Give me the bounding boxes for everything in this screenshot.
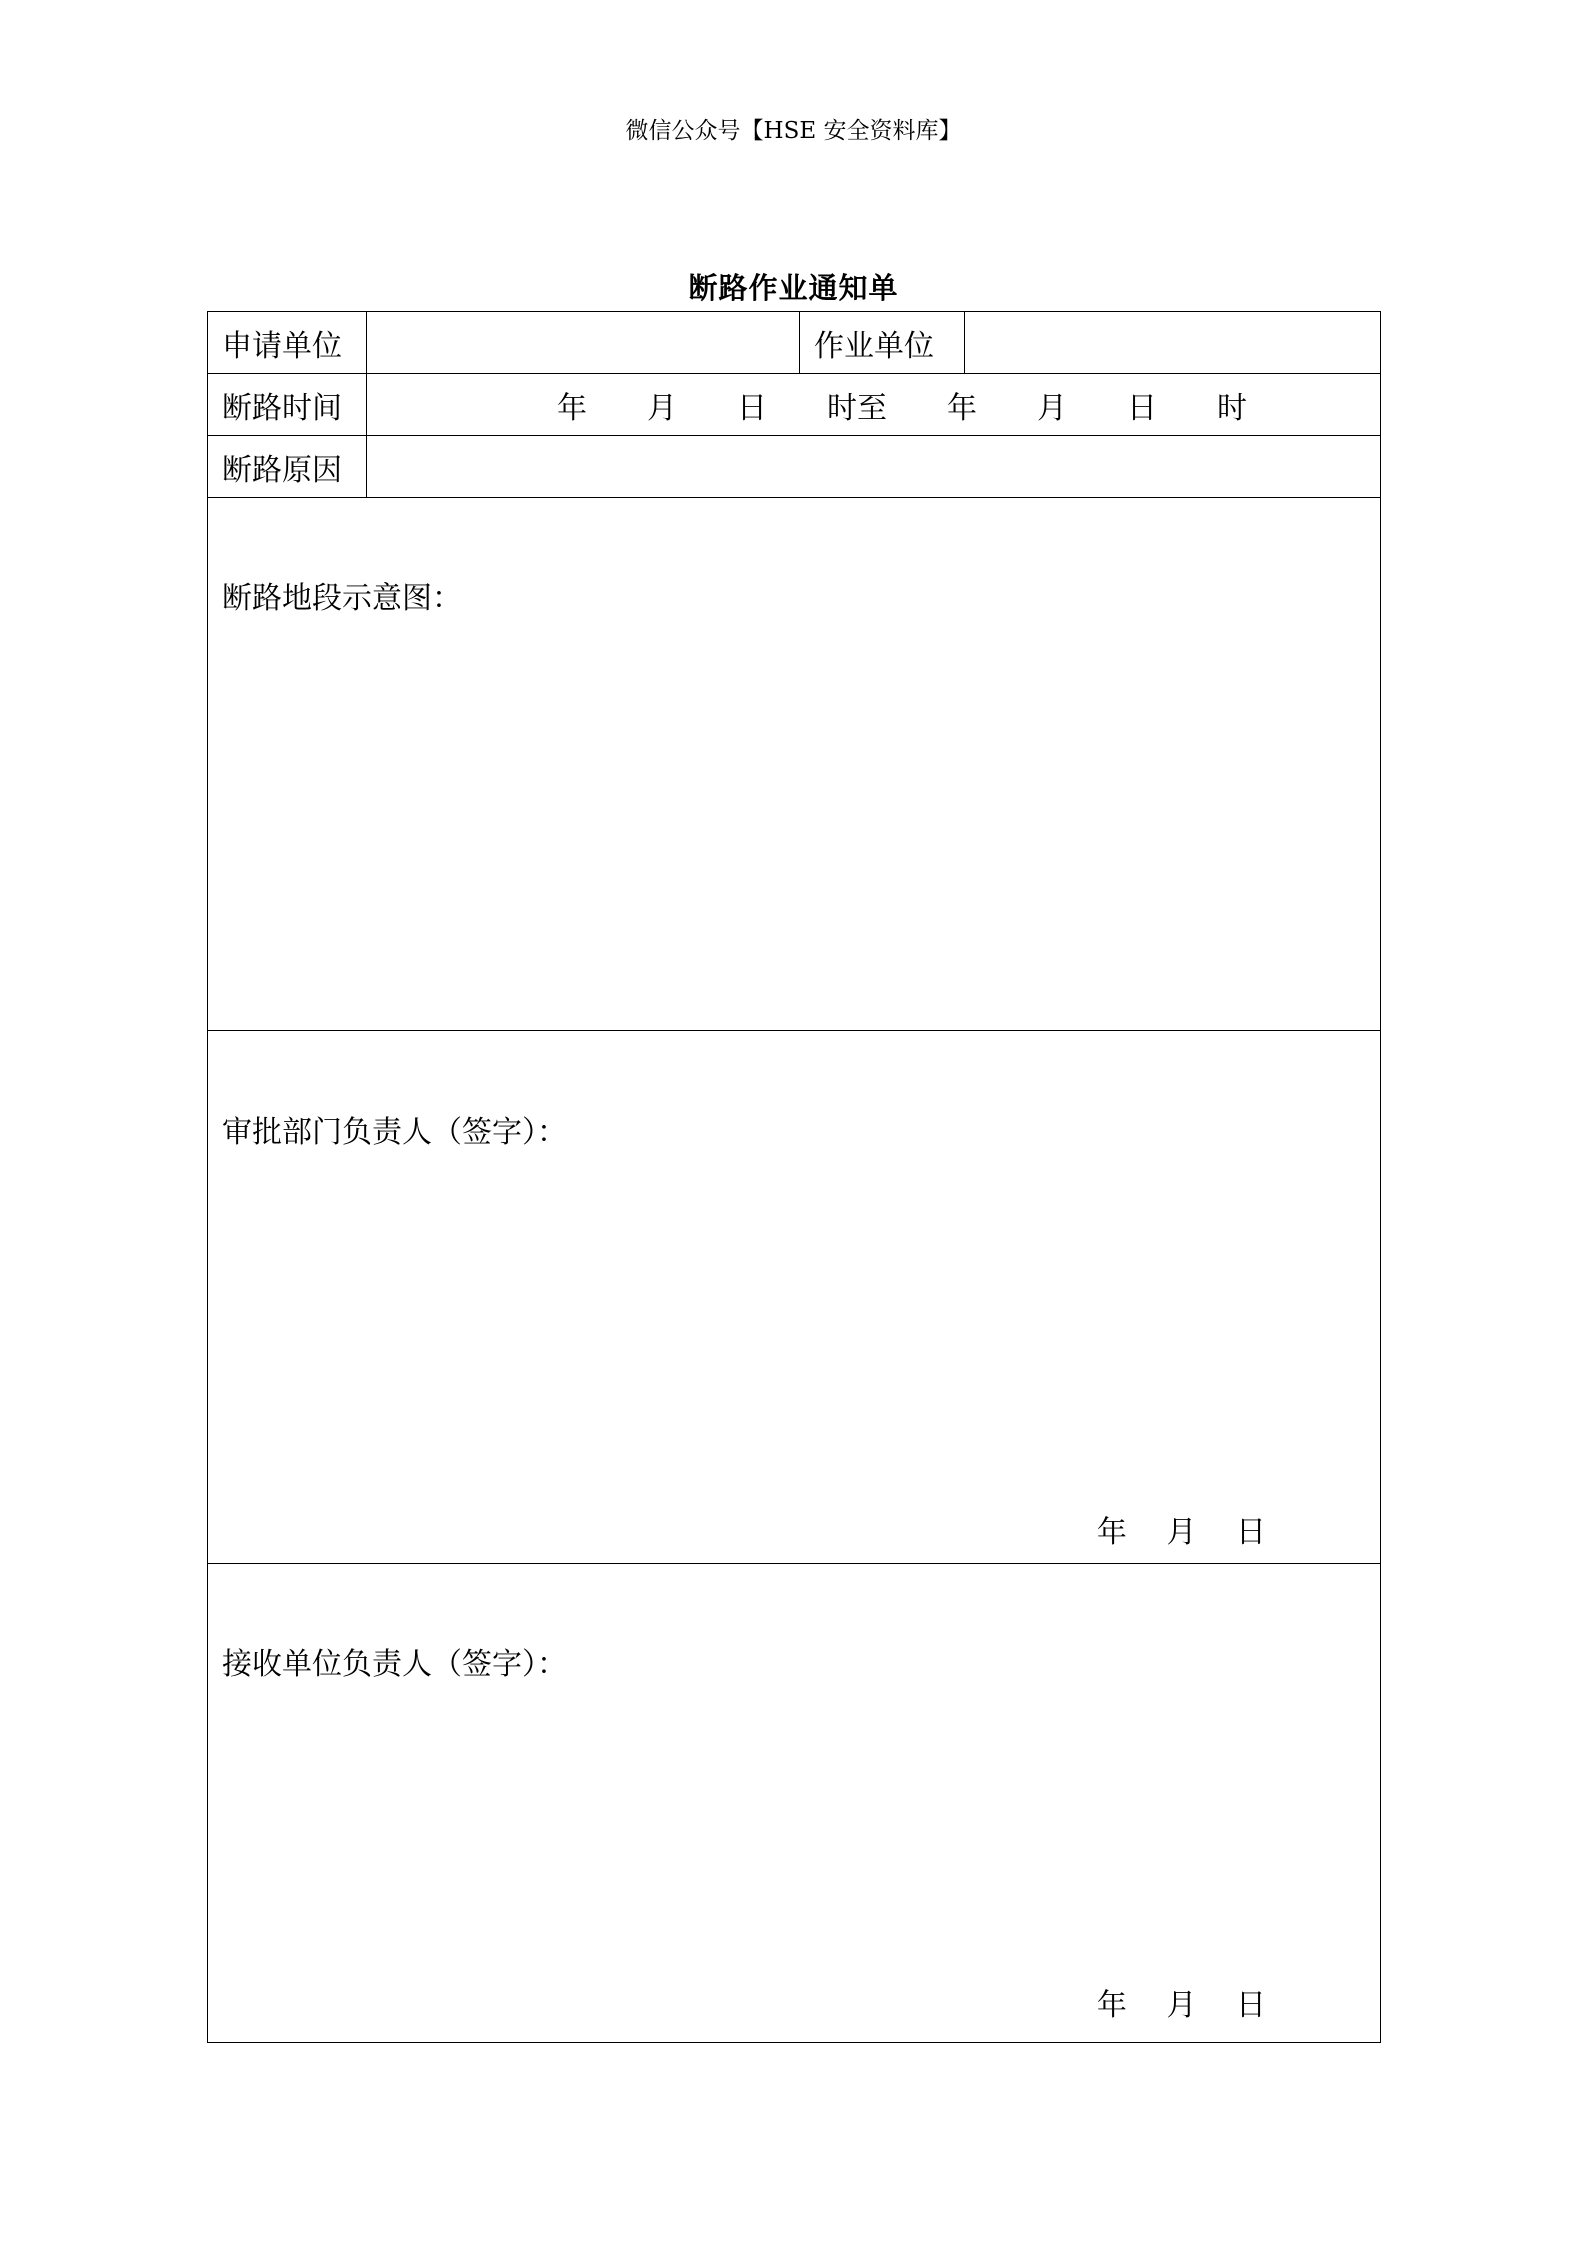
operator-value-field[interactable] [965, 312, 1381, 374]
applicant-row [208, 312, 1381, 374]
approver-row [208, 1031, 1381, 1564]
diagram-area[interactable] [208, 498, 1381, 1031]
diagram-label: 断路地段示意图： [222, 581, 462, 616]
reason-value-field[interactable] [367, 436, 1381, 498]
receiver-date-text: 年 月 日 [1096, 1988, 1266, 2023]
time-value-field[interactable] [367, 374, 1381, 436]
receiver-signature-area[interactable] [208, 1564, 1381, 2043]
diagram-row [208, 498, 1381, 1031]
receiver-label: 接收单位负责人（签字）： [222, 1647, 567, 1682]
notice-form-table [207, 311, 1381, 2043]
applicant-label: 申请单位 [208, 312, 367, 374]
approver-date-text: 年 月 日 [1096, 1515, 1266, 1550]
reason-row [208, 436, 1381, 498]
reason-label: 断路原因 [208, 436, 367, 498]
time-template-text: 年 月 日 时至 年 月 日 时 [557, 390, 1247, 426]
time-label: 断路时间 [208, 374, 367, 436]
approver-signature-area[interactable] [208, 1031, 1381, 1564]
receiver-row [208, 1564, 1381, 2043]
applicant-value-field[interactable] [367, 312, 800, 374]
document-title: 断路作业通知单 [688, 271, 899, 305]
approver-label: 审批部门负责人（签字）： [222, 1115, 567, 1150]
operator-label: 作业单位 [800, 312, 965, 374]
time-row [208, 374, 1381, 436]
header-note: 微信公众号【HSE 安全资料库】 [625, 118, 962, 144]
